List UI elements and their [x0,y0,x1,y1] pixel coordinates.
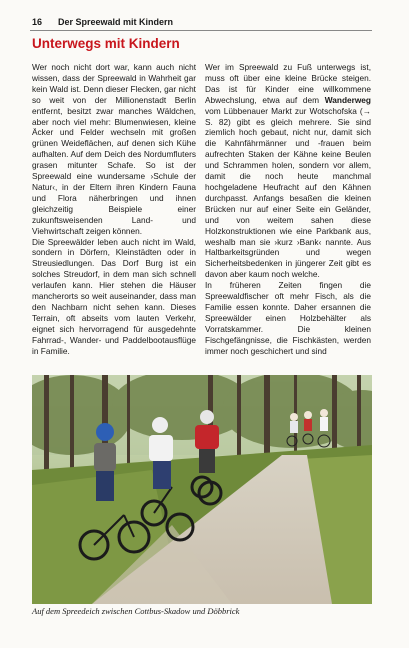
page-number: 16 [32,17,43,27]
section-heading: Unterwegs mit Kindern [32,36,180,51]
left-paragraph-1: Wer noch nicht dort war, kann auch nicht wissen, dass der Spreewald in Wahrheit gar kein Wald ist. Denn dieser Flecken, gar nicht so weit von der Millionenstadt Berlin entfernt, besitzt zwar manches Wäldchen, aber noch viel mehr: Blumenwiesen, kleine Äcker und Felder wechseln mit großen grünen Weideflächen, auf denen sich Kühe aufhalten. Auf dem Deich des Nordumfluters grasen mitunter Schafe. So ist der Spreewald eine wundersame ›Schule der Natur‹, in der Eltern ihren Kindern Fauna und Flora näherbringen und ihnen gleichzeitig Beispiele einer zukunftsweisenden Land- und Viehwirtschaft zeigen können. [32,62,196,236]
running-head [32,16,372,28]
right-paragraph-1 [205,62,371,280]
running-title: Der Spreewald mit Kindern [58,17,174,27]
right-paragraph-1-start: Wer im Spreewald zu Fuß unterwegs ist, muss oft über eine kleine Brücke steigen. Das ist für Kinder eine willkommene Abwechslung, etwa auf dem [205,62,371,105]
photo-caption: Auf dem Spreedeich zwischen Cottbus-Skadow und Döbbrick [32,606,240,616]
right-paragraph-1-rest: vom Lübbenauer Markt zur Wotschofska (→ S. 82) gibt es gleich mehrere. Sie sind ziemlich hoch gebaut, nicht nur, damit sich die Kahnfährmänner und -frauen beim aufrechten Staken der Kähne keine Beulen und Schrammen holen, sondern vor allem, damit die noch heute manchmal hochgeladene Heufracht auf den Kähnen durchpasst. Anfangs besaßen die kleinen Brücken nur auf einer Seite ein Geländer, und von weitem sahen diese Holzkonstruktionen wie eine Parkbank aus, weshalb man sie ›kurz ›Bank‹ nannte. Aus Haltbarkeitsgründen und wegen Sicherheitsbedenken in jüngerer Zeit gibt es davon aber kaum noch welche. [205,105,371,280]
left-paragraph-2: Die Spreewälder leben auch nicht im Wald, sondern in Dörfern, Kleinstädten oder in Streusiedlungen. Das Dorf Burg ist ein solches Streudorf, in dem man sich schnell verlaufen kann. Hier stehen die Häuser mancherorts so weit auseinander, dass man den Nachbarn nicht sehen kann. Dieses Terrain, oft abseits vom lauten Verkehr, eignet sich hervorragend für ausgedehnte Fahrrad-, Wander- und Paddelbootausflüge in Familie. [32,236,196,356]
bold-term-wanderweg: Wanderweg [324,94,371,105]
right-paragraph-2: In früheren Zeiten fingen die Spreewaldfischer oft mehr Fisch, als die Familie essen konnte. Daher ersannen die Spreewälder einen Holzbehälter als Vorratskammer. Die kleinen Fischgefängnisse, die Fischkästen, werden immer noch geschichert und sind [205,280,371,356]
header-rule [30,30,372,31]
left-column [32,62,196,356]
right-column [205,62,371,356]
photo-cyclists-on-path [32,375,372,604]
